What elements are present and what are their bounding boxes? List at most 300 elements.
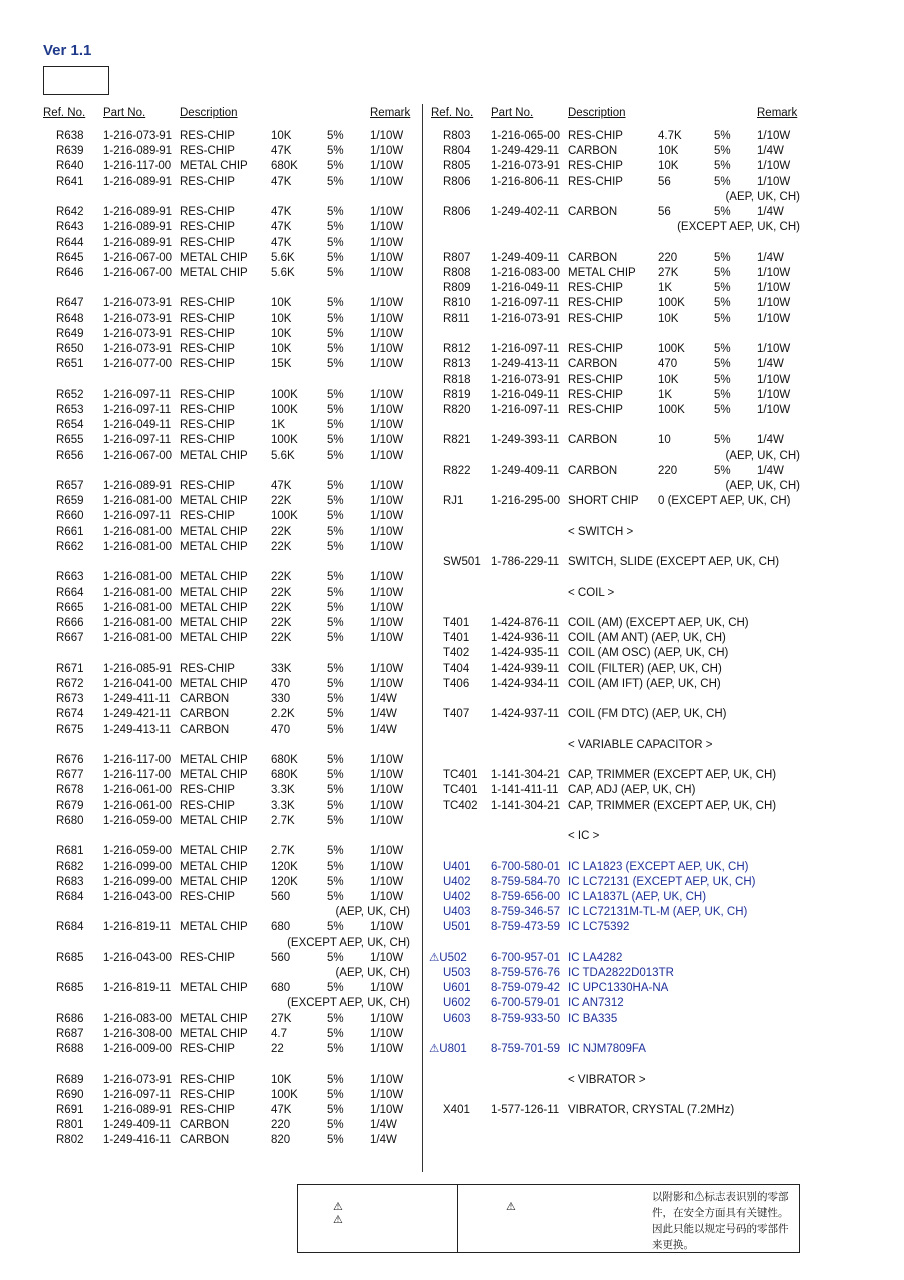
cell-value: 560 xyxy=(271,890,291,903)
cell-desc: CARBON xyxy=(568,434,618,447)
cell-remark: 1/10W xyxy=(370,662,404,675)
cell-desc: RES-CHIP xyxy=(180,799,235,812)
cell-desc: CARBON xyxy=(568,206,618,219)
right-header-remark: Remark xyxy=(757,107,798,119)
cell-value: 5.6K xyxy=(271,266,295,279)
cell-desc: RES-CHIP xyxy=(180,403,235,416)
cell-desc: RES-CHIP xyxy=(180,388,235,401)
cell-ref: R678 xyxy=(56,784,84,797)
cell-tol: 5% xyxy=(327,403,344,416)
cell-desc: RES-CHIP xyxy=(180,434,235,447)
cell-ref: R690 xyxy=(56,1088,84,1101)
cell-ref: R656 xyxy=(56,449,84,462)
right-parts-list xyxy=(0,129,904,1118)
cell-ref: U603 xyxy=(443,1012,471,1025)
cell-desc: RES-CHIP xyxy=(180,343,235,356)
cell-part: 1-216-089-91 xyxy=(103,145,173,158)
cell-remark: 1/4W xyxy=(757,206,784,219)
cell-tol: 5% xyxy=(327,601,344,614)
cell-desc: VIBRATOR, CRYSTAL (7.2MHz) xyxy=(568,1104,735,1116)
cell-ref: R645 xyxy=(56,251,84,264)
cell-part: 1-216-089-91 xyxy=(103,175,173,188)
cell-value: 10K xyxy=(658,160,679,173)
cell-ref: R684 xyxy=(56,921,84,934)
cell-value: 22K xyxy=(271,540,292,553)
cell-part: 1-216-073-91 xyxy=(491,160,561,173)
cell-desc: METAL CHIP xyxy=(180,266,248,279)
right-part-row xyxy=(0,479,904,494)
right-part-row xyxy=(0,555,904,570)
cell-remark: 1/10W xyxy=(757,175,791,188)
note-divider xyxy=(457,1185,458,1252)
cell-ref: R801 xyxy=(56,1119,84,1132)
cell-tol: 5% xyxy=(327,434,344,447)
cell-part: 8-759-584-70 xyxy=(491,875,561,888)
cell-ref: R659 xyxy=(56,495,84,508)
cell-part: 1-424-876-11 xyxy=(491,617,560,629)
cell-value: 680 xyxy=(271,921,291,934)
cell-remark: 1/10W xyxy=(370,175,404,188)
cell-remark: 1/10W xyxy=(370,784,404,797)
cell-part: 1-216-097-11 xyxy=(491,297,560,310)
cell-desc: < VARIABLE CAPACITOR > xyxy=(568,738,713,751)
cell-part: 1-216-308-00 xyxy=(103,1027,173,1040)
cell-remark: (AEP, UK, CH) xyxy=(335,967,410,980)
cell-tol: 5% xyxy=(327,419,344,432)
cell-remark: 1/10W xyxy=(370,540,404,553)
right-part-row xyxy=(0,738,904,753)
cell-ref: R820 xyxy=(443,403,471,416)
cell-part: 8-759-701-59 xyxy=(491,1043,561,1056)
cell-value: 10K xyxy=(271,312,292,325)
cell-ref: R813 xyxy=(443,358,471,371)
cell-part: 1-249-409-11 xyxy=(491,251,560,264)
right-part-row xyxy=(0,890,904,905)
left-header-ref: Ref. No. xyxy=(43,107,86,119)
right-part-row xyxy=(0,829,904,844)
cell-ref: R646 xyxy=(56,266,84,279)
cell-ref: R674 xyxy=(56,708,84,721)
cell-value: 220 xyxy=(271,1119,291,1132)
right-part-row xyxy=(0,464,904,479)
cell-desc: CARBON xyxy=(180,1119,230,1132)
cell-desc: METAL CHIP xyxy=(180,921,248,934)
cell-desc: METAL CHIP xyxy=(568,266,636,279)
cell-desc: RES-CHIP xyxy=(180,890,235,903)
cell-part: 1-216-049-11 xyxy=(103,419,172,432)
cell-value: 56 xyxy=(658,206,671,219)
header-box xyxy=(43,66,109,95)
right-part-row xyxy=(0,601,904,616)
cell-ref: T404 xyxy=(443,662,470,675)
right-part-row xyxy=(0,783,904,798)
cell-desc: RES-CHIP xyxy=(568,160,623,173)
cell-value: 470 xyxy=(271,723,291,736)
cell-remark: 1/10W xyxy=(370,206,404,219)
cell-remark: (AEP, UK, CH) xyxy=(725,480,800,493)
cell-ref: R649 xyxy=(56,327,84,340)
safety-note-chinese: 以附影和⚠标志表识别的零部件，在安全方面具有关键性。因此只能以规定号码的零部件来更换。 xyxy=(652,1191,789,1251)
cell-tol: 5% xyxy=(327,1012,344,1025)
cell-remark: 1/4W xyxy=(757,464,784,477)
cell-value: 220 xyxy=(658,251,678,264)
cell-ref: X401 xyxy=(443,1104,470,1116)
cell-value: 100K xyxy=(271,1088,298,1101)
cell-value: 680K xyxy=(271,160,298,173)
cell-tol: 5% xyxy=(327,921,344,934)
right-part-row xyxy=(0,1042,904,1057)
cell-ref: T407 xyxy=(443,708,470,721)
cell-ref: R644 xyxy=(56,236,84,249)
cell-desc: RES-CHIP xyxy=(180,951,235,964)
cell-ref: T401 xyxy=(443,632,470,645)
cell-tol: 5% xyxy=(714,145,731,158)
cell-desc: METAL CHIP xyxy=(180,845,248,858)
cell-tol: 5% xyxy=(714,434,731,447)
right-header-part: Part No. xyxy=(491,107,534,119)
right-part-row xyxy=(0,1012,904,1027)
right-header-ref: Ref. No. xyxy=(431,107,474,119)
cell-desc: METAL CHIP xyxy=(180,1027,248,1040)
cell-ref: U501 xyxy=(443,921,471,934)
cell-desc: < VIBRATOR > xyxy=(568,1073,646,1086)
cell-remark: 1/10W xyxy=(370,799,404,812)
cell-tol: 5% xyxy=(327,1027,344,1040)
cell-tol: 5% xyxy=(327,1073,344,1086)
cell-ref: R638 xyxy=(56,130,84,142)
left-part-row xyxy=(0,1118,422,1133)
cell-tol: 5% xyxy=(327,769,344,782)
cell-remark: 1/10W xyxy=(370,266,404,279)
cell-value: 47K xyxy=(271,221,292,234)
cell-part: 6-700-579-01 xyxy=(491,997,561,1010)
cell-remark: (EXCEPT AEP, UK, CH) xyxy=(677,221,800,234)
cell-ref: R802 xyxy=(56,1134,84,1147)
cell-value: 2.2K xyxy=(271,708,295,721)
cell-part: 1-216-073-91 xyxy=(103,130,173,142)
cell-remark: 1/10W xyxy=(370,860,404,873)
cell-ref: R651 xyxy=(56,358,84,371)
cell-ref: R657 xyxy=(56,480,84,493)
right-part-row xyxy=(0,220,904,235)
cell-ref: R691 xyxy=(56,1104,84,1116)
cell-tol: 5% xyxy=(327,221,344,234)
right-part-row xyxy=(0,418,904,433)
cell-remark: 1/10W xyxy=(370,845,404,858)
cell-remark: 1/4W xyxy=(757,145,784,158)
cell-part: 1-249-393-11 xyxy=(491,434,560,447)
cell-ref: R812 xyxy=(443,343,471,356)
right-part-row xyxy=(0,875,904,890)
cell-value: 470 xyxy=(658,358,678,371)
cell-part: 1-216-097-11 xyxy=(103,403,172,416)
cell-tol: 5% xyxy=(327,1134,344,1147)
cell-desc: RES-CHIP xyxy=(180,1073,235,1086)
cell-part: 1-249-416-11 xyxy=(103,1134,172,1147)
cell-part: 1-216-295-00 xyxy=(491,495,561,508)
cell-part: 1-216-081-00 xyxy=(103,586,173,599)
cell-desc: RES-CHIP xyxy=(568,388,623,401)
cell-part: 1-249-411-11 xyxy=(103,693,171,706)
cell-remark: 1/10W xyxy=(370,449,404,462)
cell-value: 100K xyxy=(271,510,298,523)
cell-desc: COIL (FM DTC) (AEP, UK, CH) xyxy=(568,708,727,721)
cell-desc: IC LA1823 (EXCEPT AEP, UK, CH) xyxy=(568,860,749,873)
cell-value: 10K xyxy=(271,130,292,142)
cell-tol: 5% xyxy=(327,160,344,173)
cell-ref: R664 xyxy=(56,586,84,599)
cell-desc: RES-CHIP xyxy=(180,312,235,325)
cell-tol: 5% xyxy=(714,312,731,325)
cell-tol: 5% xyxy=(714,403,731,416)
cell-value: 2.7K xyxy=(271,814,295,827)
cell-ref: R675 xyxy=(56,723,84,736)
cell-desc: CAP, TRIMMER (EXCEPT AEP, UK, CH) xyxy=(568,799,777,812)
cell-tol: 5% xyxy=(327,449,344,462)
cell-desc: COIL (AM IFT) (AEP, UK, CH) xyxy=(568,677,721,690)
cell-remark: 1/4W xyxy=(370,1119,397,1132)
cell-value: 100K xyxy=(271,388,298,401)
right-part-row xyxy=(0,296,904,311)
cell-ref: R808 xyxy=(443,266,471,279)
cell-ref: R680 xyxy=(56,814,84,827)
cell-remark: 1/10W xyxy=(370,510,404,523)
cell-remark: 1/10W xyxy=(370,814,404,827)
cell-part: 1-424-937-11 xyxy=(491,708,560,721)
cell-remark: (AEP, UK, CH) xyxy=(725,190,800,203)
cell-remark: (AEP, UK, CH) xyxy=(335,906,410,919)
cell-part: 1-216-067-00 xyxy=(103,251,173,264)
right-part-row xyxy=(0,723,904,738)
cell-tol: 5% xyxy=(714,358,731,371)
warning-icon: ⚠ xyxy=(333,1214,343,1226)
right-part-row xyxy=(0,251,904,266)
cell-part: 1-216-049-11 xyxy=(491,282,560,295)
cell-part: 1-216-081-00 xyxy=(103,632,173,645)
cell-tol: 5% xyxy=(327,510,344,523)
cell-part: 1-216-073-91 xyxy=(103,343,173,356)
cell-remark: 1/10W xyxy=(370,951,404,964)
right-part-row xyxy=(0,920,904,935)
cell-value: 3.3K xyxy=(271,784,295,797)
cell-part: 8-759-656-00 xyxy=(491,890,561,903)
cell-ref: R822 xyxy=(443,464,471,477)
cell-remark: (EXCEPT AEP, UK, CH) xyxy=(287,997,410,1010)
cell-part: 1-216-061-00 xyxy=(103,799,173,812)
cell-value: 4.7 xyxy=(271,1027,287,1040)
cell-tol: 5% xyxy=(327,206,344,219)
cell-part: 6-700-957-01 xyxy=(491,951,561,964)
cell-desc: RES-CHIP xyxy=(568,403,623,416)
cell-value: 1K xyxy=(658,388,673,401)
cell-remark: 1/10W xyxy=(370,297,404,310)
cell-desc: METAL CHIP xyxy=(180,769,248,782)
cell-part: 1-216-073-91 xyxy=(103,1073,173,1086)
right-part-row xyxy=(0,586,904,601)
cell-tol: 5% xyxy=(714,343,731,356)
cell-remark: 1/10W xyxy=(370,327,404,340)
cell-ref: R655 xyxy=(56,434,84,447)
cell-remark: 1/10W xyxy=(370,160,404,173)
right-part-row xyxy=(0,1103,904,1118)
cell-remark: 1/10W xyxy=(757,297,791,310)
cell-remark: 1/10W xyxy=(757,388,791,401)
cell-ref: R683 xyxy=(56,875,84,888)
cell-remark: 1/10W xyxy=(370,921,404,934)
cell-desc: RES-CHIP xyxy=(180,145,235,158)
cell-remark: 1/10W xyxy=(370,1012,404,1025)
cell-ref: R679 xyxy=(56,799,84,812)
cell-value: 27K xyxy=(658,266,679,279)
cell-tol: 5% xyxy=(327,571,344,584)
cell-value: 22K xyxy=(271,571,292,584)
cell-remark: 1/10W xyxy=(370,251,404,264)
cell-desc: IC LA4282 xyxy=(568,951,623,964)
cell-tol: 5% xyxy=(327,1088,344,1101)
cell-value: 33K xyxy=(271,662,292,675)
cell-remark: 1/10W xyxy=(370,221,404,234)
right-part-row xyxy=(0,357,904,372)
cell-remark: (AEP, UK, CH) xyxy=(725,449,800,462)
cell-desc: CARBON xyxy=(180,708,230,721)
cell-ref: R684 xyxy=(56,890,84,903)
cell-part: 1-424-934-11 xyxy=(491,677,560,690)
cell-desc: SWITCH, SLIDE (EXCEPT AEP, UK, CH) xyxy=(568,556,780,569)
cell-part: 1-216-806-11 xyxy=(491,175,560,188)
cell-part: 1-249-409-11 xyxy=(491,464,560,477)
cell-ref: R676 xyxy=(56,753,84,766)
cell-part: 1-249-402-11 xyxy=(491,206,560,219)
cell-ref: R660 xyxy=(56,510,84,523)
cell-ref: T406 xyxy=(443,677,470,690)
cell-remark: 1/10W xyxy=(370,434,404,447)
cell-desc: METAL CHIP xyxy=(180,753,248,766)
cell-desc: METAL CHIP xyxy=(180,571,248,584)
cell-part: 1-216-089-91 xyxy=(103,221,173,234)
cell-value: 120K xyxy=(271,875,298,888)
cell-tol: 5% xyxy=(714,282,731,295)
cell-ref: R688 xyxy=(56,1043,84,1056)
cell-remark: 1/4W xyxy=(370,723,397,736)
cell-desc: METAL CHIP xyxy=(180,617,248,629)
cell-remark: 1/10W xyxy=(370,875,404,888)
cell-part: 1-216-043-00 xyxy=(103,890,173,903)
version-label: Ver 1.1 xyxy=(43,42,92,59)
cell-value: 5.6K xyxy=(271,251,295,264)
cell-ref: U503 xyxy=(443,967,471,980)
right-part-row xyxy=(0,1027,904,1042)
cell-part: 1-249-409-11 xyxy=(103,1119,172,1132)
cell-desc: RES-CHIP xyxy=(180,662,235,675)
cell-tol: 5% xyxy=(327,814,344,827)
cell-desc: CARBON xyxy=(180,693,230,706)
right-part-row xyxy=(0,129,904,144)
cell-part: 1-216-065-00 xyxy=(491,130,561,142)
cell-desc: COIL (FILTER) (AEP, UK, CH) xyxy=(568,662,722,675)
right-part-row xyxy=(0,494,904,509)
cell-part: 1-249-429-11 xyxy=(491,145,560,158)
cell-desc: RES-CHIP xyxy=(568,343,623,356)
right-part-row xyxy=(0,175,904,190)
cell-value: 47K xyxy=(271,1104,292,1116)
cell-tol: 5% xyxy=(327,343,344,356)
cell-ref: U402 xyxy=(443,875,471,888)
cell-tol: 5% xyxy=(327,266,344,279)
cell-ref: R643 xyxy=(56,221,84,234)
cell-tol: 5% xyxy=(327,1119,344,1132)
right-part-row xyxy=(0,631,904,646)
right-part-row xyxy=(0,433,904,448)
cell-value: 3.3K xyxy=(271,799,295,812)
cell-tol: 5% xyxy=(327,784,344,797)
cell-remark: 1/10W xyxy=(370,480,404,493)
right-part-row xyxy=(0,509,904,524)
cell-remark: 1/10W xyxy=(757,160,791,173)
cell-value: 0 (EXCEPT AEP, UK, CH) xyxy=(658,495,791,508)
cell-part: 1-216-081-00 xyxy=(103,601,173,614)
cell-tol: 5% xyxy=(714,464,731,477)
cell-desc: RES-CHIP xyxy=(180,419,235,432)
cell-ref: R641 xyxy=(56,175,84,188)
right-part-row xyxy=(0,449,904,464)
right-part-row xyxy=(0,312,904,327)
cell-ref: R819 xyxy=(443,388,471,401)
right-part-row xyxy=(0,753,904,768)
cell-tol: 5% xyxy=(327,388,344,401)
cell-desc: METAL CHIP xyxy=(180,982,248,995)
cell-part: 1-216-067-00 xyxy=(103,266,173,279)
cell-ref: R807 xyxy=(443,251,471,264)
cell-part: 1-216-081-00 xyxy=(103,540,173,553)
cell-part: 1-216-117-00 xyxy=(103,160,172,173)
right-part-row xyxy=(0,799,904,814)
cell-desc: RES-CHIP xyxy=(180,1104,235,1116)
cell-ref: R662 xyxy=(56,540,84,553)
right-part-row xyxy=(0,525,904,540)
cell-desc: < COIL > xyxy=(568,586,615,599)
cell-part: 1-216-041-00 xyxy=(103,677,173,690)
cell-ref: R805 xyxy=(443,160,471,173)
cell-value: 22K xyxy=(271,586,292,599)
cell-part: 1-424-935-11 xyxy=(491,647,560,660)
cell-value: 680K xyxy=(271,753,298,766)
right-part-row xyxy=(0,692,904,707)
cell-desc: IC LC72131 (EXCEPT AEP, UK, CH) xyxy=(568,875,756,888)
cell-part: 1-216-097-11 xyxy=(103,510,172,523)
cell-value: 100K xyxy=(658,403,685,416)
right-header-desc: Description xyxy=(568,107,626,119)
cell-tol: 5% xyxy=(327,480,344,493)
cell-desc: IC UPC1330HA-NA xyxy=(568,982,669,995)
cell-tol: 5% xyxy=(327,982,344,995)
cell-part: 1-216-117-00 xyxy=(103,769,172,782)
cell-part: 1-216-009-00 xyxy=(103,1043,173,1056)
right-part-row xyxy=(0,327,904,342)
cell-ref: R648 xyxy=(56,312,84,325)
cell-desc: RES-CHIP xyxy=(180,358,235,371)
cell-value: 120K xyxy=(271,860,298,873)
cell-ref: R686 xyxy=(56,1012,84,1025)
cell-remark: 1/10W xyxy=(370,343,404,356)
cell-ref: R639 xyxy=(56,145,84,158)
cell-tol: 5% xyxy=(327,617,344,629)
cell-ref: R650 xyxy=(56,343,84,356)
cell-desc: < IC > xyxy=(568,830,600,843)
cell-ref: R661 xyxy=(56,525,84,538)
cell-tol: 5% xyxy=(327,540,344,553)
cell-part: 1-216-085-91 xyxy=(103,662,173,675)
cell-part: 1-216-081-00 xyxy=(103,525,173,538)
